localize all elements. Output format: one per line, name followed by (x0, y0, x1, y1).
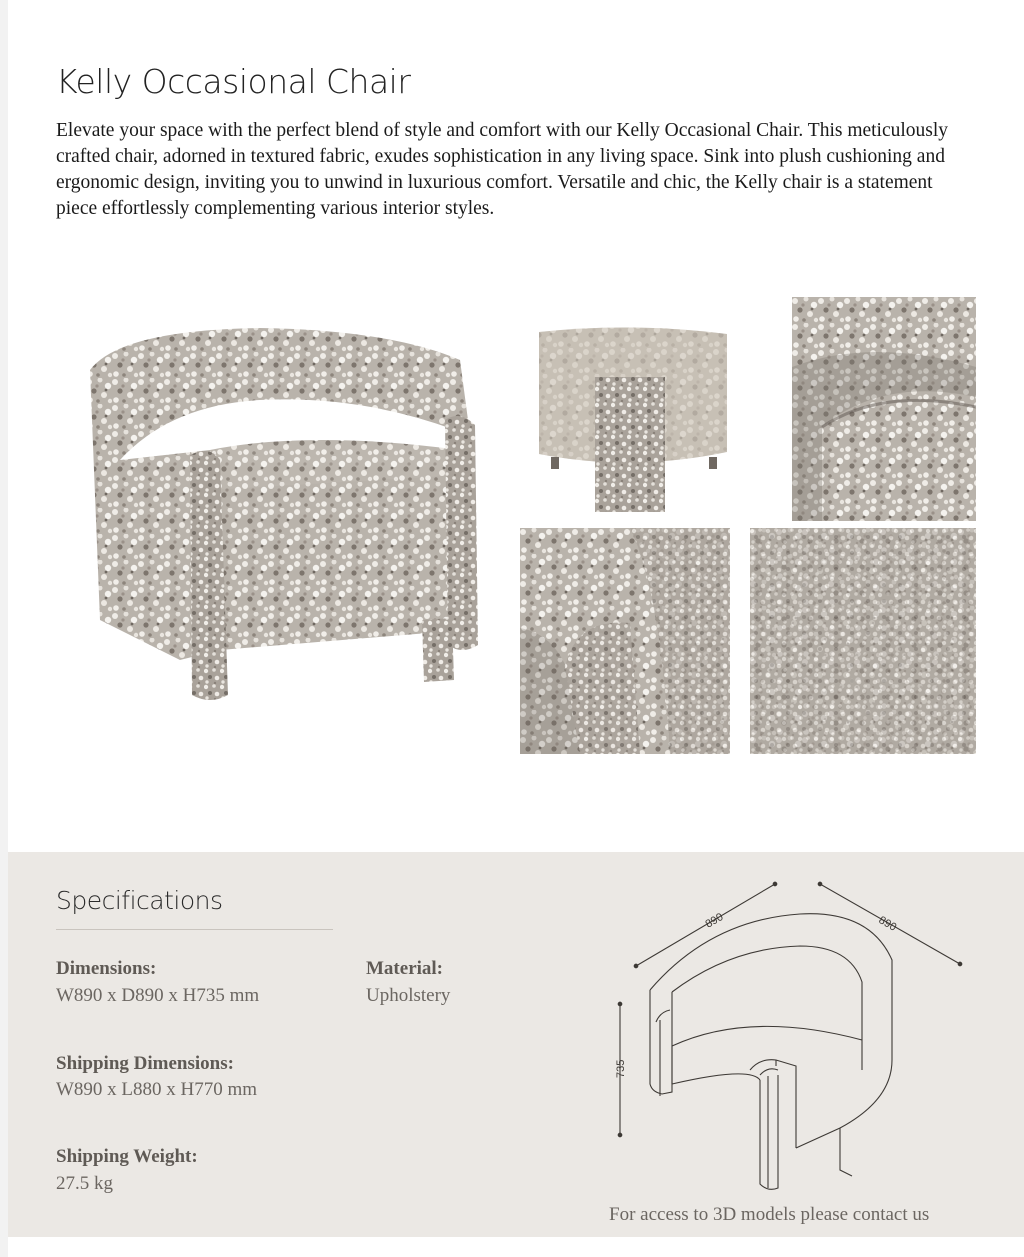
contact-note: For access to 3D models please contact us (609, 1204, 930, 1225)
diagram-width-label: 890 (703, 911, 726, 931)
shipping-weight-label: Shipping Weight: (56, 1146, 198, 1167)
material-label: Material: (366, 958, 444, 979)
diagram-depth-label: 890 (876, 914, 899, 934)
diagram-height-label: 735 (615, 1059, 627, 1078)
dimensions-value: W890 x D890 x H735 mm (56, 985, 260, 1006)
page-edge (0, 0, 8, 1257)
dimensions-label: Dimensions: (56, 958, 157, 979)
side-view-photo (792, 297, 976, 521)
page-title: Kelly Occasional Chair (56, 62, 411, 101)
page-bottom-margin (8, 1237, 1024, 1257)
specifications-divider (56, 929, 333, 930)
shipping-dimensions-label: Shipping Dimensions: (56, 1053, 234, 1074)
shipping-dimensions-value: W890 x L880 x H770 mm (56, 1079, 258, 1100)
arm-detail-photo (520, 528, 730, 754)
fabric-closeup-photo (750, 528, 976, 754)
shipping-weight-value: 27.5 kg (56, 1173, 113, 1194)
specifications-heading: Specifications (56, 886, 223, 915)
material-value: Upholstery (366, 985, 451, 1006)
main-chair-photo (60, 300, 500, 720)
chair-dimension-diagram (600, 870, 980, 1200)
back-view-photo (531, 322, 735, 512)
product-description: Elevate your space with the perfect blend of style and comfort with our Kelly Occasional Chair. This meticulously crafted chair, adorned in textured fabric, exudes sophistication in any living space. Sink into plush cushioning and ergonomic design, inviting you to unwind in luxurious comfort. Versatile and chic, the Kelly chair is a statement piece effortlessly complementing various interior styles. (56, 120, 949, 219)
